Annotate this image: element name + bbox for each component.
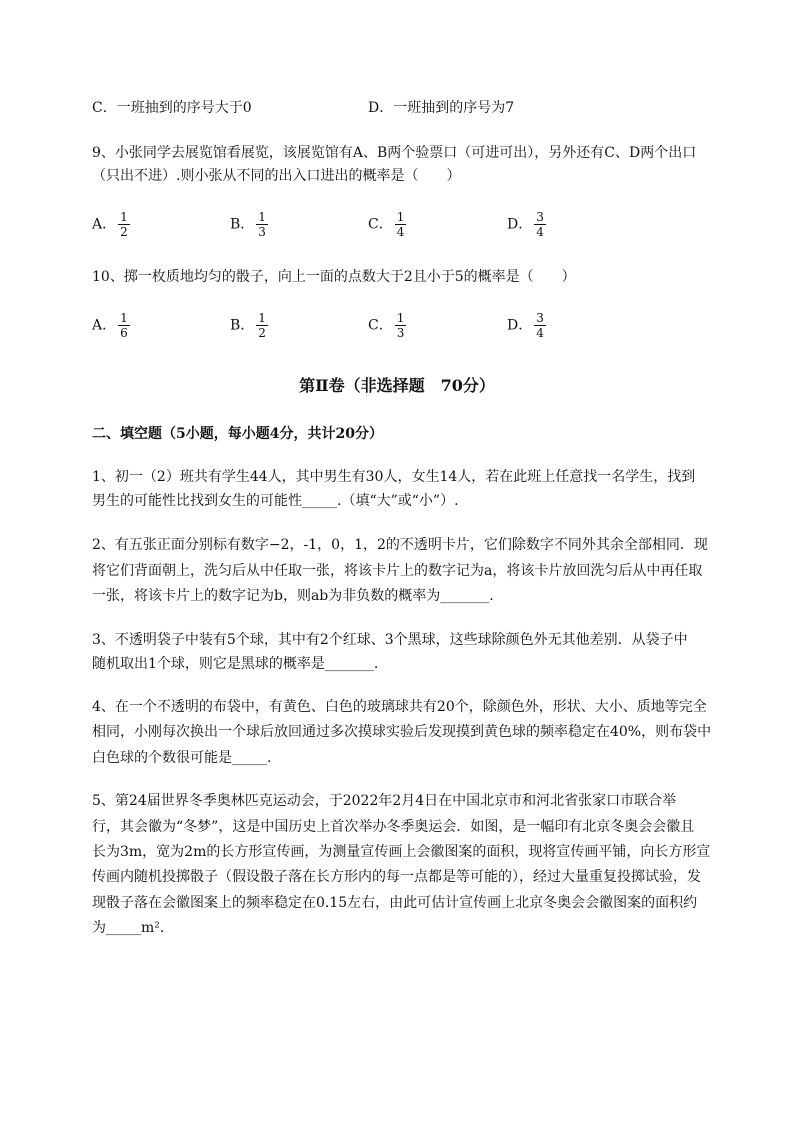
fill2-line1: 2、有五张正面分别标有数字−2，-1，0，1，2的不透明卡片，它们除数字不同外其余全部相同．现 <box>92 537 708 553</box>
fill5-line6: 为_____m². <box>92 920 165 936</box>
fill1-line2: 男生的可能性比找到女生的可能性_____.（填“大”或“小”）. <box>92 493 459 509</box>
q10-option-d: D． $\frac{3}{4}$ <box>507 311 544 340</box>
part2-heading: 第Ⅱ卷（非选择题 70分） <box>299 376 495 395</box>
q9-option-b: B． $\frac{1}{3}$ <box>230 210 266 239</box>
q10-text: 10、掷一枚质地均匀的骰子，向上一面的点数大于2且小于5的概率是（ ） <box>92 269 576 285</box>
fill5-line2: 行，其会徽为“冬梦”，这是中国历史上首次举办冬季奥运会．如图，是一幅印有北京冬奥会会徽且 <box>92 819 695 835</box>
q10-option-c: C． $\frac{1}{3}$ <box>368 311 405 340</box>
q8-option-c: C．一班抽到的序号大于0 <box>92 100 252 116</box>
fill5-line1: 5、第24届世界冬季奥林匹克运动会，于2022年2月4日在中国北京市和河北省张家口市联合举 <box>92 793 677 809</box>
q9-option-a: A． $\frac{1}{2}$ <box>92 210 128 239</box>
q9-option-d: D． $\frac{3}{4}$ <box>507 210 544 239</box>
fill4-line1: 4、在一个不透明的布袋中，有黄色、白色的玻璃球共有20个，除颜色外，形状、大小、质地等完全 <box>92 699 707 715</box>
fill2-line3: 一张，将该卡片上的数字记为b，则ab为非负数的概率为_______. <box>92 588 494 604</box>
q10-option-b: B． $\frac{1}{2}$ <box>230 311 266 340</box>
fill5-line4: 传画内随机投掷骰子（假设骰子落在长方形内的每一点都是等可能的），经过大量重复投掷试验，发 <box>92 869 701 885</box>
section2-title: 二、填空题（5小题，每小题4分，共计20分） <box>92 426 383 442</box>
q9-option-c: C． $\frac{1}{4}$ <box>368 210 405 239</box>
fill4-line3: 白色球的个数很可能是_____. <box>92 750 272 766</box>
q9-text-line2: （只出不进）.则小张从不同的出入口进出的概率是（ ） <box>92 168 461 184</box>
fill3-line1: 3、不透明袋子中装有5个球，其中有2个红球、3个黑球，这些球除颜色外无其他差别．从袋子中 <box>92 632 688 648</box>
q9-text-line1: 9、小张同学去展览馆看展览，该展览馆有A、B两个验票口（可进可出），另外还有C、D两个出口 <box>92 145 697 161</box>
fill1-line1: 1、初一（2）班共有学生44人，其中男生有30人，女生14人，若在此班上任意找一名学生，找到 <box>92 469 696 485</box>
fill3-line2: 随机取出1个球，则它是黑球的概率是_______. <box>92 656 379 672</box>
fill5-line5: 现骰子落在会徽图案上的频率稳定在0.15左右，由此可估计宣传画上北京冬奥会会徽图案的面积约 <box>92 895 698 911</box>
q8-option-d: D．一班抽到的序号为7 <box>368 100 515 116</box>
fill2-line2: 将它们背面朝上，洗匀后从中任取一张，将该卡片上的数字记为a，将该卡片放回洗匀后从中再任取 <box>92 563 703 579</box>
fill5-line3: 长为3m，宽为2m的长方形宣传画，为测量宣传画上会徽图案的面积，现将宣传画平铺，向长方形宣 <box>92 844 711 860</box>
q10-option-a: A． $\frac{1}{6}$ <box>92 311 128 340</box>
fill4-line2: 相同，小刚每次换出一个球后放回通过多次摸球实验后发现摸到黄色球的频率稳定在40%，则布袋中 <box>92 724 712 740</box>
